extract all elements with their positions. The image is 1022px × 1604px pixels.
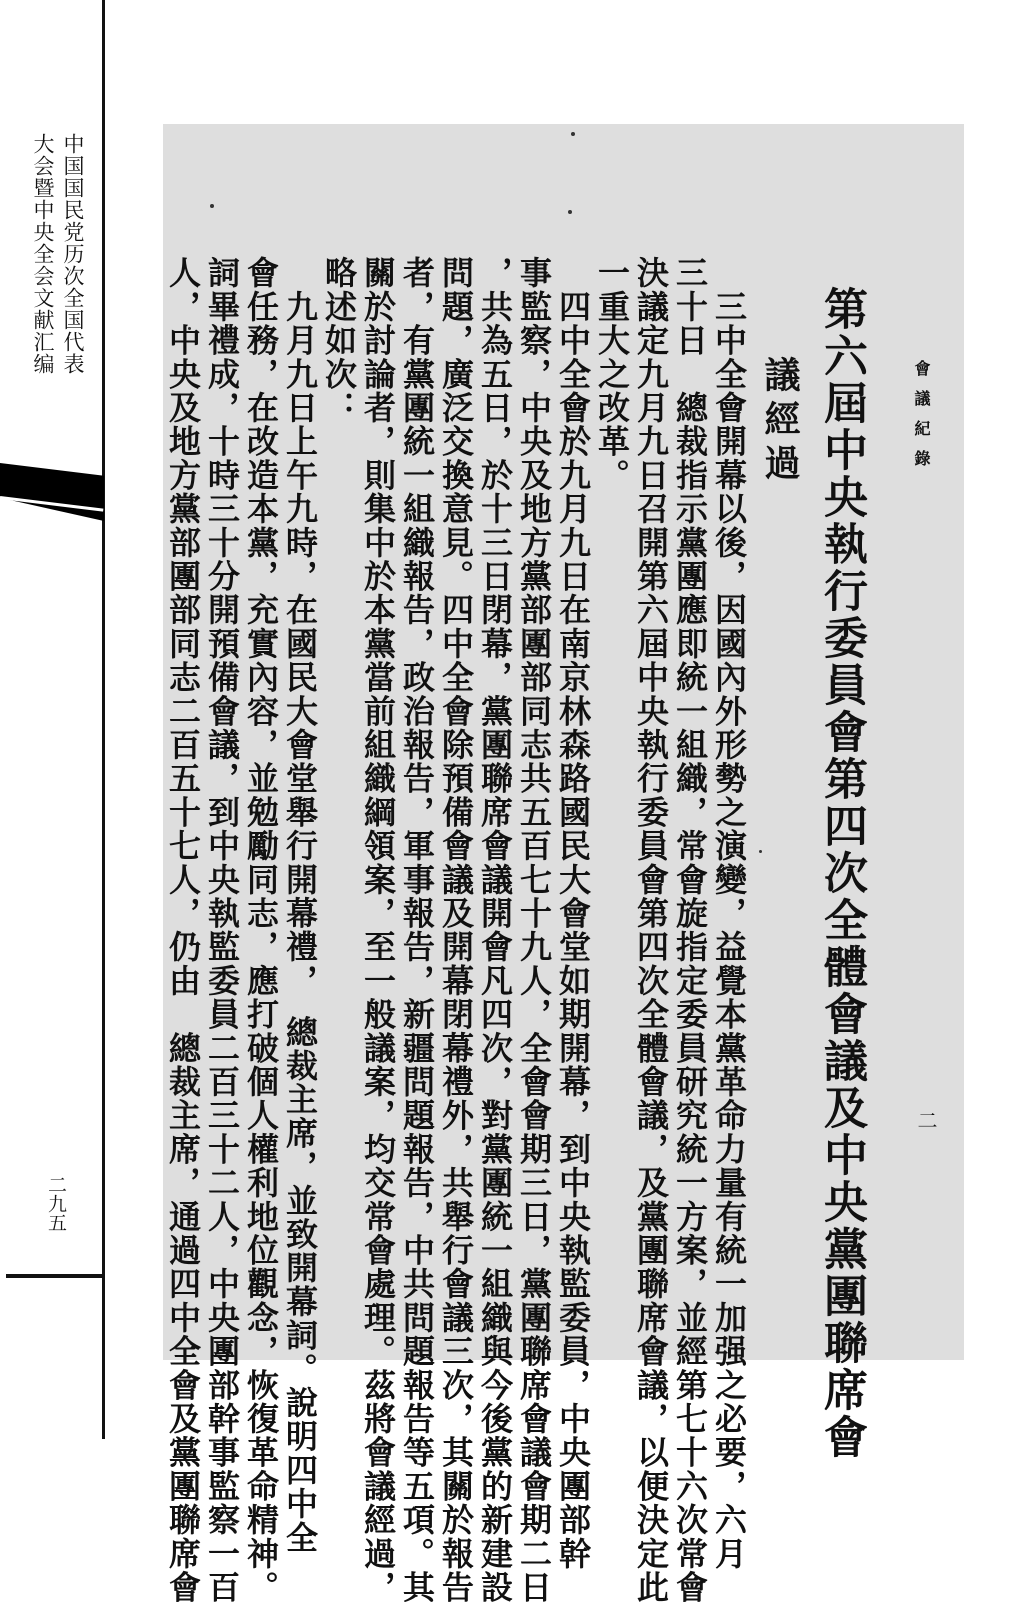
text-line: 會任務，在改造本黨，充實內容，並勉勵同志，應打破個人權利地位觀念，恢復革命精神。 (242, 256, 280, 1604)
scanned-page (163, 124, 964, 1604)
body-text (163, 124, 748, 1604)
text-line: 九月九日上午九時，在國民大會堂舉行開幕禮， 總裁主席，並致開幕詞。說明四中全 (281, 256, 319, 1555)
text-line: 四中全會於九月九日在南京林森路國民大會堂如期開幕，到中央執監委員，中央團部幹 (554, 256, 592, 1571)
book-series-title (22, 133, 86, 443)
margin-bottom-rule (6, 1274, 103, 1278)
title-column (810, 124, 874, 1461)
series-title-line-2: 大会暨中央全会文献汇编 (31, 133, 55, 375)
section-heading: 議經過 (759, 356, 801, 488)
document-title: 第六屆中央執行委員會第四次全體會議及中央黨團聯席會 (816, 286, 867, 1461)
section-heading-column (752, 124, 810, 1360)
book-margin (0, 0, 106, 1439)
text-line: 略述如次： (320, 256, 358, 425)
series-title-line-1: 中国国民党历次全国代表 (61, 133, 85, 375)
text-line: ，共為五日，於十三日閉幕，黨團聯席會議開會凡四次，對黨團統一組織與今後黨的新建設 (476, 256, 514, 1604)
text-line: 問題，廣泛交換意見。四中全會除預備會議及開幕閉幕禮外，共舉行會議三次，其關於報告 (437, 256, 475, 1604)
text-line: 詞畢禮成，十時三十分開預備會議，到中央執監委員二百三十二人，中央團部幹事監察一百 (203, 256, 241, 1604)
text-line: 一重大之改革。 (593, 256, 631, 492)
text-line: 者，有黨團統一組織報告，政治報告，軍事報告，新疆問題報告，中共問題報告等五項。其 (398, 256, 436, 1604)
running-header-column (874, 124, 944, 1360)
text-line: 決議定九月九日召開第六屆中央執行委員會第四次全體會議，及黨團聯席會議，以便決定此 (632, 256, 670, 1604)
text-line: 三中全會開幕以後，因國內外形勢之演變，益覺本黨革命力量有統一加强之必要，六月 (710, 256, 748, 1571)
text-line: 人，中央及地方黨部團部同志二百五十七人，仍由 總裁主席，通過四中全會及黨團聯席會 (164, 256, 202, 1604)
scan-page-number: 二 (914, 1110, 938, 1130)
text-line: 事監察，中央及地方黨部團部同志共五百七十九人，全會會期三日，黨團聯席會議會期二日 (515, 256, 553, 1604)
running-header: 會議紀錄 (912, 360, 931, 480)
document-body (163, 124, 944, 1604)
text-line: 三十日 總裁指示黨團應即統一組織，常會旋指定委員研究統一方案，並經第七十六次常會 (671, 256, 709, 1604)
book-page-number: 二九五 (45, 1175, 67, 1232)
margin-dark-band (0, 463, 104, 521)
book-spine-rule (102, 0, 105, 1439)
text-line: 關於討論者，則集中於本黨當前組織綱領案，至一般議案，均交常會處理。茲將會議經過， (359, 256, 397, 1604)
